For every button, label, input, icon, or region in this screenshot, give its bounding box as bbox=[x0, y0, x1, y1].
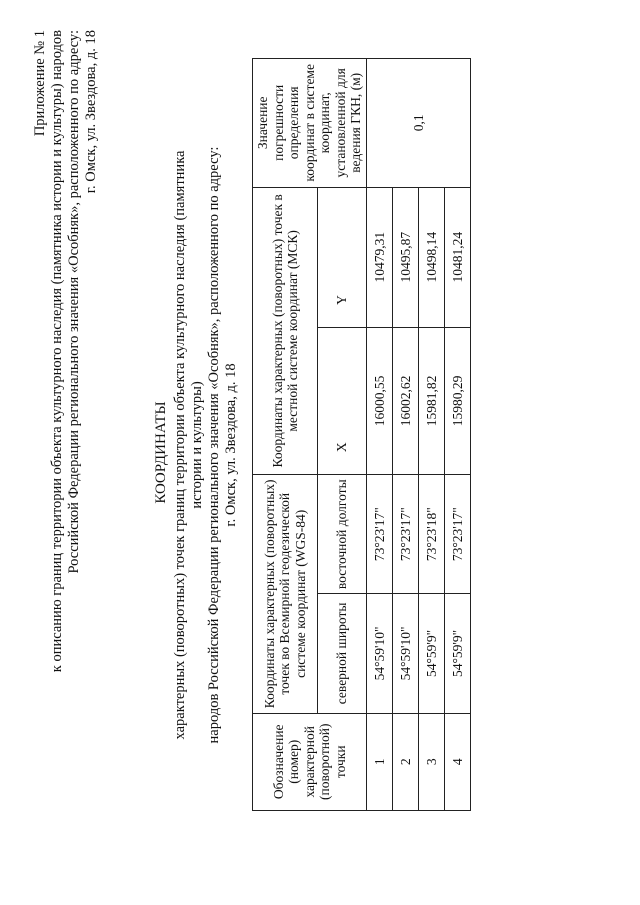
longitude-cell: 73°23'17" bbox=[393, 475, 419, 594]
x-cell: 15980,29 bbox=[445, 327, 471, 474]
latitude-cell: 54°59'10" bbox=[393, 594, 419, 713]
y-cell: 10498,14 bbox=[419, 187, 445, 327]
point-number-cell: 4 bbox=[445, 713, 471, 810]
point-number-cell: 3 bbox=[419, 713, 445, 810]
longitude-cell: 73°23'17" bbox=[445, 475, 471, 594]
header-longitude: восточной долготы bbox=[318, 475, 367, 594]
y-cell: 10481,24 bbox=[445, 187, 471, 327]
appendix-address: г. Омск, ул. Звездова, д. 18 bbox=[83, 30, 99, 194]
header-x: X bbox=[318, 327, 367, 474]
x-cell: 16002,62 bbox=[393, 327, 419, 474]
appendix-line: к описанию границ территории объекта культурного наследия (памятника истории и культуры) народов bbox=[49, 30, 65, 673]
latitude-cell: 54°59'10" bbox=[367, 594, 393, 713]
x-cell: 15981,82 bbox=[419, 327, 445, 474]
appendix-line: Российской Федерации регионального значения «Особняк», расположенного по адресу: bbox=[66, 30, 82, 574]
point-number-cell: 1 bbox=[367, 713, 393, 810]
latitude-cell: 54°59'9" bbox=[445, 594, 471, 713]
longitude-cell: 73°23'17" bbox=[367, 475, 393, 594]
header-latitude: северной широты bbox=[318, 594, 367, 713]
subtitle-line: народов Российской Федерации регионального значения «Особняк», расположенного по адресу: bbox=[206, 146, 222, 744]
subtitle-line: характерных (поворотных) точек границ территории объекта культурного наследия (памятника истории и культуры) bbox=[172, 150, 205, 740]
header-wgs84: Координаты характерных (поворотных) точек во Всемирной геодезической системе координат (WGS-84) bbox=[253, 475, 318, 713]
appendix-number: Приложение № 1 bbox=[32, 30, 48, 137]
point-number-cell: 2 bbox=[393, 713, 419, 810]
header-point-number: Обозначение (номер) характерной (поворотной) точки bbox=[253, 713, 367, 810]
longitude-cell: 73°23'18" bbox=[419, 475, 445, 594]
x-cell: 16000,55 bbox=[367, 327, 393, 474]
header-accuracy: Значение погрешности определения координат в системе координат, установленной для ведения ГКН, (м) bbox=[253, 59, 367, 188]
page-subtitle bbox=[172, 145, 240, 745]
y-cell: 10495,87 bbox=[393, 187, 419, 327]
subtitle-address: г. Омск, ул. Звездова, д. 18 bbox=[223, 363, 239, 527]
table-row bbox=[367, 59, 393, 811]
coordinates-table bbox=[252, 58, 471, 811]
accuracy-cell: 0,1 bbox=[367, 59, 471, 188]
table-header-row bbox=[253, 59, 318, 811]
page-title: КООРДИНАТЫ bbox=[153, 401, 169, 504]
header-y: Y bbox=[318, 187, 367, 327]
appendix-header bbox=[32, 30, 100, 790]
latitude-cell: 54°59'9" bbox=[419, 594, 445, 713]
y-cell: 10479,31 bbox=[367, 187, 393, 327]
header-msk: Координаты характерных (поворотных) точек в местной системе координат (МСК) bbox=[253, 187, 318, 475]
